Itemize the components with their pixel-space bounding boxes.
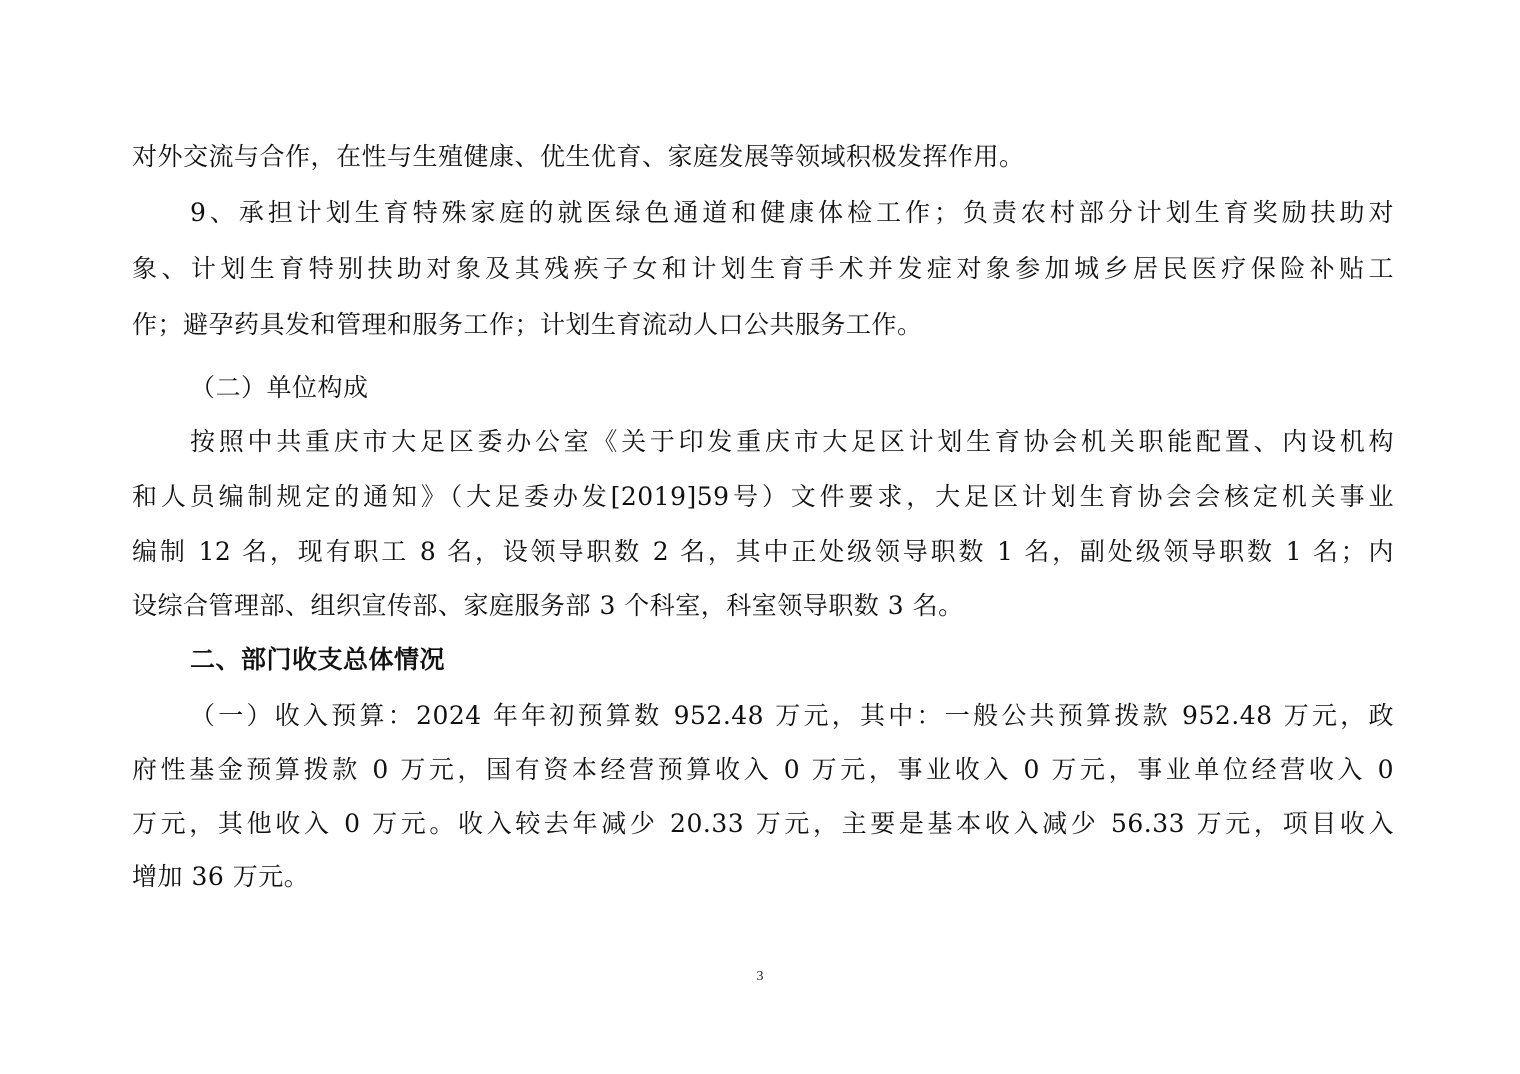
paragraph-line: 按照中共重庆市大足区委办公室《关于印发重庆市大足区计划生育协会机关职能配置、内设机构 [190,427,1394,456]
paragraph-line: 9、承担计划生育特殊家庭的就医绿色通道和健康体检工作；负责农村部分计划生育奖励扶助对 [190,198,1394,227]
paragraph-line: 对外交流与合作，在性与生殖健康、优生优育、家庭发展等领域积极发挥作用。 [132,142,1025,171]
section-heading: 二、部门收支总体情况 [190,645,446,674]
section-subheading: （二）单位构成 [190,373,369,402]
paragraph-line: 增加 36 万元。 [132,862,310,891]
paragraph-line: 象、计划生育特别扶助对象及其残疾子女和计划生育手术并发症对象参加城乡居民医疗保险补贴工 [132,254,1394,283]
paragraph-line: 府性基金预算拨款 0 万元，国有资本经营预算收入 0 万元，事业收入 0 万元，事业单位经营收入 0 [132,755,1394,784]
paragraph-line: 设综合管理部、组织宣传部、家庭服务部 3 个科室，科室领导职数 3 名。 [132,591,964,620]
paragraph-line: 和人员编制规定的通知》（大足委办发[2019]59号）文件要求，大足区计划生育协会会核定机关事业 [132,482,1394,511]
paragraph-line: 编制 12 名，现有职工 8 名，设领导职数 2 名，其中正处级领导职数 1 名，副处级领导职数 1 名；内 [132,537,1394,566]
paragraph-line: 万元，其他收入 0 万元。收入较去年减少 20.33 万元，主要是基本收入减少 56.33 万元，项目收入 [132,809,1394,838]
paragraph-line: （一）收入预算：2024 年年初预算数 952.48 万元，其中：一般公共预算拨款 952.48 万元，政 [190,701,1394,730]
page-number: 3 [756,969,764,984]
paragraph-line: 作；避孕药具发和管理和服务工作；计划生育流动人口公共服务工作。 [132,310,923,339]
